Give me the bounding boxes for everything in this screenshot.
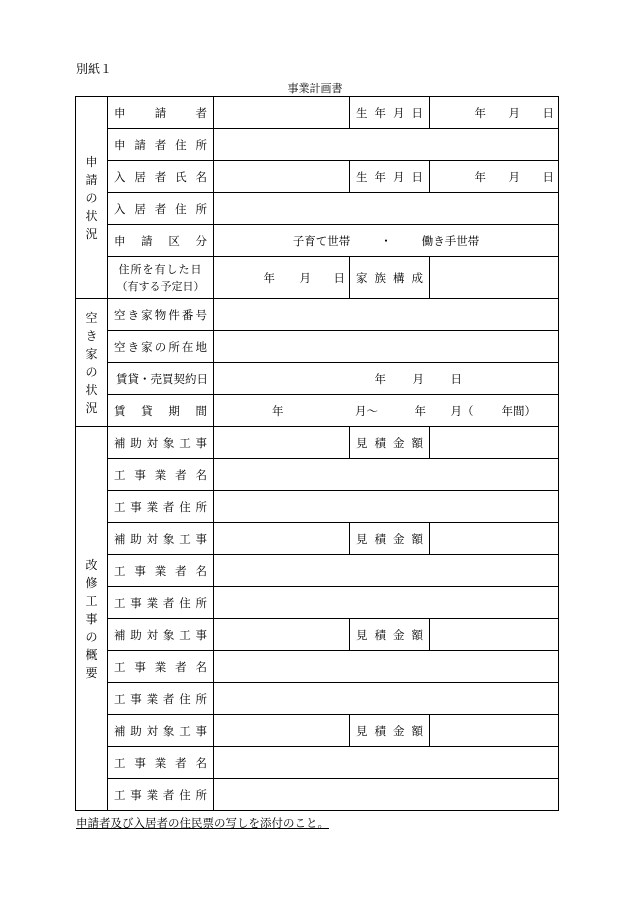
field-applicant-birthdate[interactable]: 年 月 日 — [430, 97, 559, 129]
field-subsidy-work[interactable] — [214, 523, 350, 555]
field-resident-birthdate[interactable]: 年 月 日 — [430, 161, 559, 193]
field-contractor-address[interactable] — [214, 779, 559, 811]
label-subsidy-work: 補 助 対 象 工 事 — [108, 523, 214, 555]
label-applicant-address: 申 請 者 住 所 — [108, 129, 214, 161]
row-contract-date — [76, 363, 559, 395]
label-estimate: 見 積 金 額 — [350, 715, 430, 747]
field-contractor-name[interactable] — [214, 459, 559, 491]
label-birthdate: 生 年 月 日 — [350, 97, 430, 129]
document-title: 事業計画書 — [287, 82, 343, 95]
field-residence-date[interactable]: 年 月 日 — [214, 257, 350, 299]
section-vacant-status — [76, 299, 108, 427]
row-subsidy-work — [76, 523, 559, 555]
business-plan-form — [75, 96, 559, 811]
label-lease-period: 賃 貸 期 間 — [108, 395, 214, 427]
field-contract-date[interactable]: 年 月 日 — [214, 363, 559, 395]
field-family[interactable] — [430, 257, 559, 299]
row-residence-date — [76, 257, 559, 299]
row-contractor-address — [76, 683, 559, 715]
field-resident-address[interactable] — [214, 193, 559, 225]
label-family: 家 族 構 成 — [350, 257, 430, 299]
label-contract-date: 賃貸・売買契約日 — [108, 363, 214, 395]
attachment-label: 別紙１ — [76, 62, 113, 76]
field-vacant-number[interactable] — [214, 299, 559, 331]
row-lease-period — [76, 395, 559, 427]
section-renovation-text: 改 修 工 事 の 概 要 — [85, 557, 98, 680]
label-contractor-address: 工 事 業 者 住 所 — [108, 491, 214, 523]
field-contractor-name[interactable] — [214, 651, 559, 683]
field-vacant-location[interactable] — [214, 331, 559, 363]
row-contractor-name — [76, 459, 559, 491]
label-contractor-name: 工 事 業 者 名 — [108, 651, 214, 683]
label-subsidy-work: 補 助 対 象 工 事 — [108, 427, 214, 459]
field-estimate[interactable] — [430, 523, 559, 555]
field-applicant-address[interactable] — [214, 129, 559, 161]
row-contractor-name — [76, 747, 559, 779]
row-resident-address — [76, 193, 559, 225]
row-subsidy-work — [76, 427, 559, 459]
label-vacant-number: 空 き 家 物 件 番 号 — [108, 299, 214, 331]
label-contractor-address: 工 事 業 者 住 所 — [108, 779, 214, 811]
section-renovation-summary — [76, 427, 108, 811]
row-application-category — [76, 225, 559, 257]
row-subsidy-work — [76, 715, 559, 747]
row-vacant-number — [76, 299, 559, 331]
row-applicant-address — [76, 129, 559, 161]
row-contractor-address — [76, 491, 559, 523]
field-contractor-address[interactable] — [214, 587, 559, 619]
label-resident-address: 入 居 者 住 所 — [108, 193, 214, 225]
field-subsidy-work[interactable] — [214, 619, 350, 651]
label-vacant-location: 空 き 家 の 所 在 地 — [108, 331, 214, 363]
section-applicant-status — [76, 97, 108, 299]
label-resident-name: 入 居 者 氏 名 — [108, 161, 214, 193]
row-applicant — [76, 97, 559, 129]
field-estimate[interactable] — [430, 715, 559, 747]
row-contractor-name — [76, 555, 559, 587]
section-vacant-text: 空 き 家 の 状 況 — [85, 310, 98, 415]
label-birthdate-2: 生 年 月 日 — [350, 161, 430, 193]
row-vacant-location — [76, 331, 559, 363]
row-resident-name — [76, 161, 559, 193]
field-subsidy-work[interactable] — [214, 427, 350, 459]
option-child-household[interactable]: 子育て世帯 — [292, 233, 351, 248]
field-subsidy-work[interactable] — [214, 715, 350, 747]
field-estimate[interactable] — [430, 619, 559, 651]
label-subsidy-work: 補 助 対 象 工 事 — [108, 619, 214, 651]
label-contractor-address: 工 事 業 者 住 所 — [108, 683, 214, 715]
label-subsidy-work: 補 助 対 象 工 事 — [108, 715, 214, 747]
row-contractor-name — [76, 651, 559, 683]
field-application-category[interactable] — [214, 225, 559, 257]
field-resident-name[interactable] — [214, 161, 350, 193]
field-contractor-address[interactable] — [214, 683, 559, 715]
row-contractor-address — [76, 587, 559, 619]
field-applicant[interactable] — [214, 97, 350, 129]
label-residence-date: 住所を有した日 （有する予定日） — [108, 257, 214, 299]
footnote: 申請者及び入居者の住民票の写しを添付のこと。 — [76, 816, 329, 830]
label-contractor-name: 工 事 業 者 名 — [108, 555, 214, 587]
option-separator: ・ — [380, 233, 392, 248]
option-worker-household[interactable]: 働き手世帯 — [421, 233, 480, 248]
label-estimate: 見 積 金 額 — [350, 619, 430, 651]
label-contractor-address: 工 事 業 者 住 所 — [108, 587, 214, 619]
row-contractor-address — [76, 779, 559, 811]
field-contractor-name[interactable] — [214, 747, 559, 779]
field-contractor-name[interactable] — [214, 555, 559, 587]
label-contractor-name: 工 事 業 者 名 — [108, 747, 214, 779]
row-subsidy-work — [76, 619, 559, 651]
label-contractor-name: 工 事 業 者 名 — [108, 459, 214, 491]
label-application-category: 申 請 区 分 — [108, 225, 214, 257]
field-estimate[interactable] — [430, 427, 559, 459]
label-estimate: 見 積 金 額 — [350, 427, 430, 459]
label-applicant: 申 請 者 — [108, 97, 214, 129]
section-applicant-text: 申 請 の 状 況 — [85, 154, 98, 241]
field-contractor-address[interactable] — [214, 491, 559, 523]
label-estimate: 見 積 金 額 — [350, 523, 430, 555]
field-lease-period[interactable]: 年 月～ 年 月 （ 年間） — [214, 395, 559, 427]
